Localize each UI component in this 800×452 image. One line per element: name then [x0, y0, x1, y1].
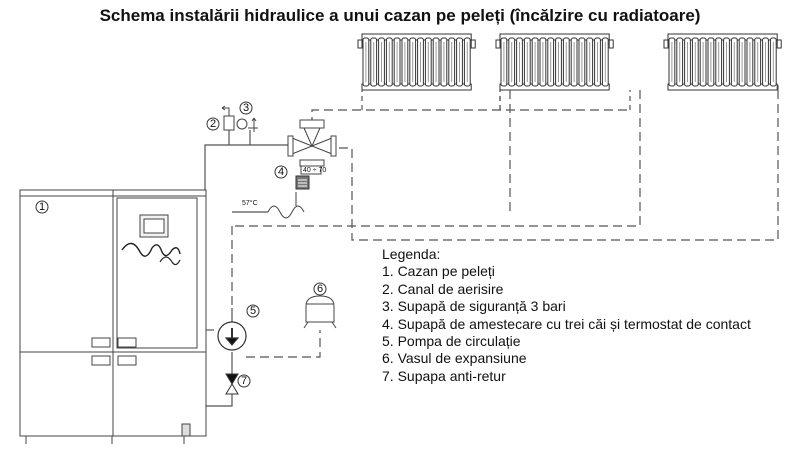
legend-item-1: 1. Cazan pe peleți [382, 263, 495, 280]
radiator-2 [496, 34, 613, 90]
thermostat-temp-label: 57°C [242, 200, 258, 207]
check-valve [226, 374, 238, 394]
legend-item-2: 2. Canal de aerisire [382, 280, 504, 297]
air-vent [222, 106, 234, 130]
valve-range-label: 40 ÷ 70 [303, 167, 327, 174]
safety-valve [237, 118, 258, 132]
legend-item-7: 7. Supapa anti-retur [382, 367, 506, 384]
marker-5-label: 5 [249, 305, 257, 317]
thermostat-coil [268, 206, 304, 218]
expansion-vessel [304, 296, 336, 328]
return-main [322, 90, 778, 240]
circulation-pump [218, 322, 246, 350]
marker-3-label: 3 [242, 102, 250, 114]
marker-4-label: 4 [277, 166, 285, 178]
radiator-3 [664, 34, 781, 90]
radiator-1 [358, 34, 475, 90]
contact-thermostat [268, 192, 304, 218]
three-way-mixing-valve [288, 120, 336, 189]
legend-item-5: 5. Pompa de circulație [382, 333, 521, 350]
supply-main [312, 110, 630, 126]
diagram-title: Schema instalării hidraulice a unui cazan pe peleți (încălzire cu radiatoare) [99, 6, 701, 25]
expansion-branch [246, 330, 320, 357]
legend [382, 246, 751, 385]
legend-item-3: 3. Supapă de siguranță 3 bari [382, 298, 566, 315]
valve-top-cap [300, 120, 324, 128]
radiators [358, 34, 781, 90]
marker-7-label: 7 [240, 375, 248, 387]
marker-2-label: 2 [209, 118, 217, 130]
legend-heading: Legenda: [382, 246, 441, 262]
marker-6-label: 6 [316, 283, 324, 295]
legend-item-6: 6. Vasul de expansiune [382, 350, 527, 367]
legend-item-4: 4. Supapă de amestecare cu trei căi și termostat de contact [382, 315, 751, 332]
pellet-boiler [20, 190, 206, 444]
marker-1-label: 1 [38, 201, 46, 213]
